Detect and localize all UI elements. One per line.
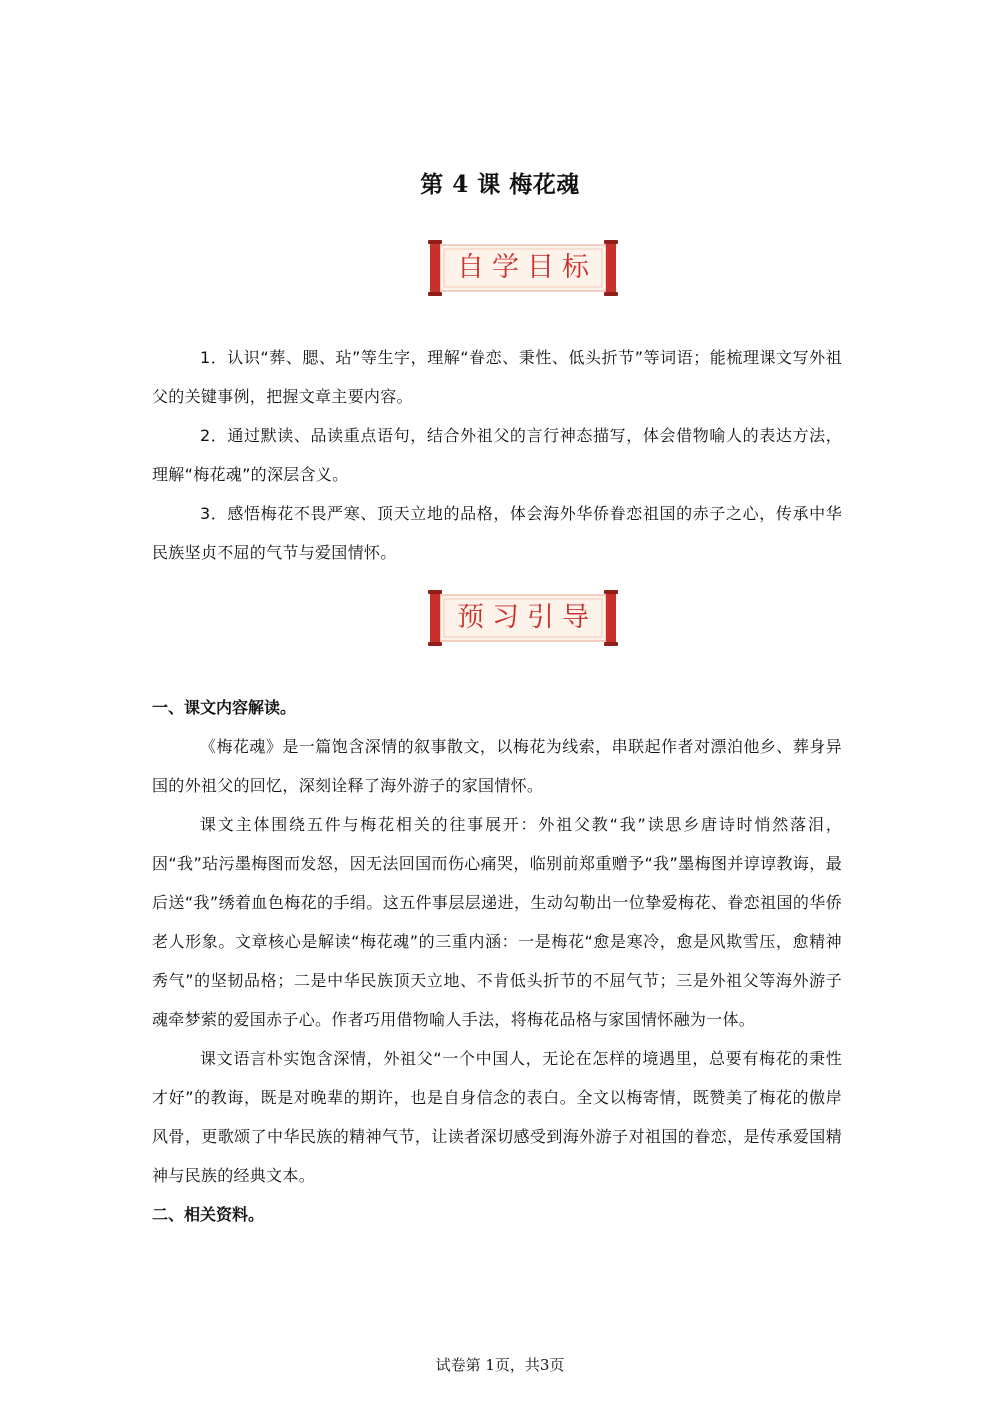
page-footer: 试卷第 1页，共3页	[435, 1356, 565, 1374]
section-content	[152, 688, 842, 1234]
section-heading: 二、相关资料。	[152, 1205, 265, 1224]
goals-list	[152, 338, 842, 572]
paragraph: 《梅花魂》是一篇饱含深情的叙事散文，以梅花为线索，串联起作者对漂泊他乡、葬身异国的外祖父的回忆，深刻诠释了海外游子的家国情怀。	[152, 737, 842, 795]
section-banner-self-study	[426, 240, 620, 296]
page-title: 第 4 课 梅花魂	[420, 171, 580, 198]
banner-label: 预习引导	[457, 602, 597, 633]
section-banner-preview	[426, 590, 620, 646]
goal-item: 1．认识“葬、腮、玷”等生字，理解“眷恋、秉性、低头折节”等词语；能梳理课文写外祖父的关键事例，把握文章主要内容。	[152, 348, 842, 406]
goal-item: 2．通过默读、品读重点语句，结合外祖父的言行神态描写，体会借物喻人的表达方法，理解“梅花魂”的深层含义。	[152, 426, 842, 484]
section-heading: 一、课文内容解读。	[152, 698, 297, 717]
paragraph: 课文语言朴实饱含深情，外祖父“一个中国人，无论在怎样的境遇里，总要有梅花的秉性才好”的教诲，既是对晚辈的期许，也是自身信念的表白。全文以梅寄情，既赞美了梅花的傲岸风骨，更歌颂了中华民族的精神气节，让读者深切感受到海外游子对祖国的眷恋，是传承爱国精神与民族的经典文本。	[152, 1049, 842, 1185]
paragraph: 课文主体围绕五件与梅花相关的往事展开：外祖父教“我”读思乡唐诗时悄然落泪，因“我”玷污墨梅图而发怒，因无法回国而伤心痛哭，临别前郑重赠予“我”墨梅图并谆谆教诲，最后送“我”绣着血色梅花的手绢。这五件事层层递进，生动勾勒出一位挚爱梅花、眷恋祖国的华侨老人形象。文章核心是解读“梅花魂”的三重内涵：一是梅花“愈是寒冷，愈是风欺雪压，愈精神秀气”的坚韧品格；二是中华民族顶天立地、不肯低头折节的不屈气节；三是外祖父等海外游子魂牵梦萦的爱国赤子心。作者巧用借物喻人手法，将梅花品格与家国情怀融为一体。	[152, 815, 842, 1029]
banner-label: 自学目标	[457, 252, 597, 283]
goal-item: 3．感悟梅花不畏严寒、顶天立地的品格，体会海外华侨眷恋祖国的赤子之心，传承中华民族坚贞不屈的气节与爱国情怀。	[152, 504, 842, 562]
